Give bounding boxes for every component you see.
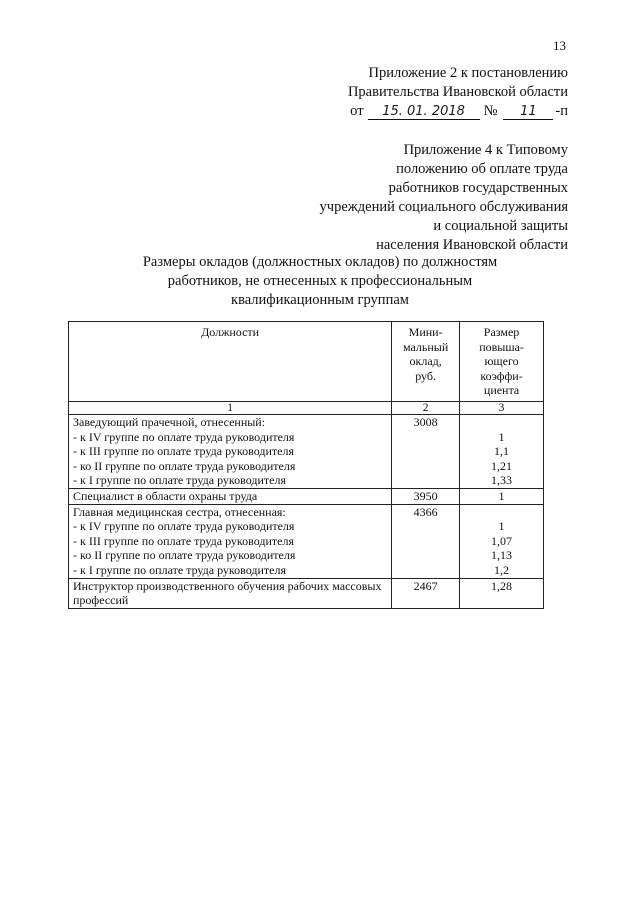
column-number-row: [69, 402, 544, 415]
cell-position: - ко II группе по оплате труда руководителя: [69, 548, 392, 563]
cell-position: - к I группе по оплате труда руководителя: [69, 473, 392, 488]
cell-min-salary: [392, 444, 460, 459]
cell-coefficient: 1,1: [460, 444, 544, 459]
cell-coefficient: 1,21: [460, 459, 544, 474]
document-heading: [110, 253, 530, 310]
table-body: [69, 415, 544, 609]
column-number: 1: [69, 402, 392, 415]
appendix-2-block: [348, 64, 568, 121]
number-label: №: [483, 103, 498, 119]
handwritten-number: 11: [503, 104, 553, 120]
cell-coefficient: 1,07: [460, 534, 544, 549]
appendix-4-line: и социальной защиты: [433, 218, 568, 234]
table-row: [69, 459, 544, 474]
appendix-2-line1: Приложение 2 к постановлению: [368, 65, 568, 81]
cell-min-salary: [392, 473, 460, 488]
appendix-4-block: [320, 141, 568, 255]
appendix-4-line: работников государственных: [388, 180, 568, 196]
cell-position: - ко II группе по оплате труда руководителя: [69, 459, 392, 474]
appendix-4-line: учреждений социального обслуживания: [319, 199, 568, 215]
cell-position: - к IV группе по оплате труда руководителя: [69, 519, 392, 534]
table-row: [69, 444, 544, 459]
decree-date-number-line: [348, 102, 568, 121]
cell-coefficient: 1: [460, 430, 544, 445]
cell-min-salary: [392, 459, 460, 474]
cell-min-salary: [392, 563, 460, 578]
cell-min-salary: [392, 519, 460, 534]
cell-position: Главная медицинская сестра, отнесенная:: [69, 504, 392, 519]
page-number: 13: [553, 38, 566, 53]
table-row: [69, 563, 544, 578]
table-row: [69, 504, 544, 519]
cell-min-salary: 2467: [392, 578, 460, 608]
cell-coefficient: 1,13: [460, 548, 544, 563]
table-row: [69, 488, 544, 504]
column-number: 3: [460, 402, 544, 415]
appendix-4-line: положению об оплате труда: [396, 161, 568, 177]
cell-min-salary: 4366: [392, 504, 460, 519]
cell-min-salary: [392, 430, 460, 445]
cell-coefficient: 1: [460, 519, 544, 534]
cell-coefficient: 1,28: [460, 578, 544, 608]
number-suffix: -п: [555, 103, 568, 119]
appendix-2-line2: Правительства Ивановской области: [347, 84, 568, 100]
column-number: 2: [392, 402, 460, 415]
heading-line: Размеры окладов (должностных окладов) по должностям: [142, 254, 498, 270]
cell-coefficient: [460, 504, 544, 519]
from-label: от: [350, 103, 364, 119]
cell-position: Заведующий прачечной, отнесенный:: [69, 415, 392, 430]
table-row: [69, 578, 544, 608]
table-row: [69, 415, 544, 430]
appendix-4-line: населения Ивановской области: [376, 237, 568, 253]
handwritten-date: 15. 01. 2018: [368, 104, 480, 120]
header-coefficient: Размер повыша- ющего коэффи- циента: [460, 322, 544, 402]
table-header-row: [69, 322, 544, 402]
cell-position: - к III группе по оплате труда руководителя: [69, 534, 392, 549]
cell-position: Специалист в области охраны труда: [69, 488, 392, 504]
cell-min-salary: 3950: [392, 488, 460, 504]
cell-position: - к I группе по оплате труда руководителя: [69, 563, 392, 578]
cell-coefficient: 1,2: [460, 563, 544, 578]
appendix-4-line: Приложение 4 к Типовому: [403, 142, 568, 158]
table-row: [69, 430, 544, 445]
cell-position: - к III группе по оплате труда руководителя: [69, 444, 392, 459]
table-row: [69, 548, 544, 563]
cell-min-salary: [392, 548, 460, 563]
cell-min-salary: [392, 534, 460, 549]
cell-min-salary: 3008: [392, 415, 460, 430]
cell-position: - к IV группе по оплате труда руководителя: [69, 430, 392, 445]
table-row: [69, 519, 544, 534]
heading-line: квалификационным группам: [231, 292, 409, 308]
cell-coefficient: 1: [460, 488, 544, 504]
header-min-salary: Мини- мальный оклад, руб.: [392, 322, 460, 402]
heading-line: работников, не отнесенных к профессиональным: [167, 273, 473, 289]
header-position: Должности: [69, 322, 392, 402]
cell-coefficient: 1,33: [460, 473, 544, 488]
cell-coefficient: [460, 415, 544, 430]
table-row: [69, 534, 544, 549]
salary-table: [68, 321, 544, 609]
cell-position: Инструктор производственного обучения рабочих массовых профессий: [69, 578, 392, 608]
table-row: [69, 473, 544, 488]
